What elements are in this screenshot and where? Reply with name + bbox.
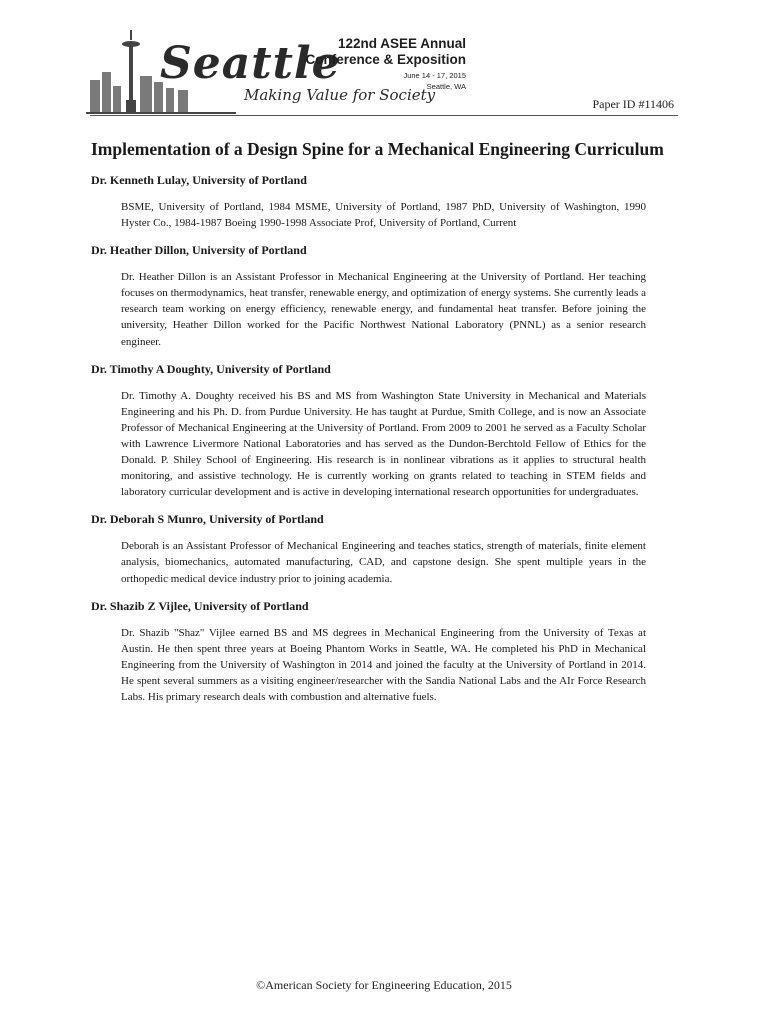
author-bio: Dr. Timothy A. Doughty received his BS and MS from Washington State University in Mechanical and Materials Engineering and his Ph. D. from Purdue University. He has taught at Purdue, Smith College, and is now an Associate Professor of Mechanical Engineering at the University of Portland. From 2009 to 2001 he served as a Faculty Scholar with Lawrence Livermore National Laboratories and has served as the Dundon-Berchtold Fellow of Ethics for the Donald. P. Shiley School of Engineering. His research is in nonlinear vibrations as it applies to structural health monitoring, and assistive technology. He is currently working on grants related to teaching in STEM fields and laboratory curricular development and is active in developing international research opportunities for undergraduates. bbox=[121, 389, 646, 499]
author-name: Dr. Deborah S Munro, University of Portland bbox=[91, 512, 324, 527]
conference-dates: June 14 - 17, 2015 bbox=[403, 71, 466, 80]
document-title: Implementation of a Design Spine for a Mechanical Engineering Curriculum bbox=[91, 139, 664, 159]
conference-title bbox=[296, 36, 466, 68]
logo-tagline: Making Value for Society bbox=[244, 86, 436, 104]
header-divider bbox=[90, 115, 678, 116]
conference-location: Seattle, WA bbox=[426, 82, 466, 91]
page-header bbox=[0, 0, 768, 118]
copyright-footer: ©American Society for Engineering Education, 2015 bbox=[256, 978, 512, 992]
author-name: Dr. Heather Dillon, University of Portland bbox=[91, 243, 307, 258]
author-bio: Dr. Heather Dillon is an Assistant Professor in Mechanical Engineering at the University of Portland. Her teaching focuses on thermodynamics, heat transfer, renewable energy, and optimization of energy systems. She currently leads a research team working on energy efficiency, renewable energy, and fundamental heat transfer. Before joining the university, Heather Dillon worked for the Pacific Northwest National Laboratory (PNNL) as a senior research engineer. bbox=[121, 271, 646, 348]
page-content bbox=[91, 138, 664, 717]
logo-word: Seattle bbox=[160, 38, 341, 89]
author-name: Dr. Timothy A Doughty, University of Portland bbox=[91, 361, 331, 376]
author-name: Dr. Shazib Z Vijlee, University of Portland bbox=[91, 598, 309, 613]
conference-line: Conference & Exposition bbox=[305, 52, 466, 67]
paper-id: Paper ID #11406 bbox=[592, 97, 674, 111]
author-name: Dr. Kenneth Lulay, University of Portland bbox=[91, 173, 307, 187]
author-bio: Dr. Shazib "Shaz" Vijlee earned BS and MS degrees in Mechanical Engineering from the University of Texas at Austin. He then spent three years at Boeing Phantom Works in Seattle, WA. He completed his PhD in Mechanical Engineering from the University of Washington in 2014 and joined the faculty at the University of Portland in 2014. He spent several summers as a visiting engineer/researcher with the Sandia National Labs and the AIr Force Research Labs. His primary research deals with combustion and alternative fuels. bbox=[121, 626, 646, 703]
conference-line: 122nd ASEE Annual bbox=[337, 36, 466, 51]
conference-info bbox=[360, 70, 466, 92]
author-bio: Deborah is an Assistant Professor of Mechanical Engineering and teaches statics, strength of materials, finite element analysis, biomechanics, automated manufacturing, CAD, and capstone design. She spent multiple years in the orthopedic medical device industry prior to joining academia. bbox=[121, 540, 646, 585]
author-bio: BSME, University of Portland, 1984 MSME, University of Portland, 1987 PhD, University of Washington, 1990 Hyster Co., 1984-1987 Boeing 1990-1998 Associate Prof, University of Portland, Current bbox=[121, 201, 646, 230]
